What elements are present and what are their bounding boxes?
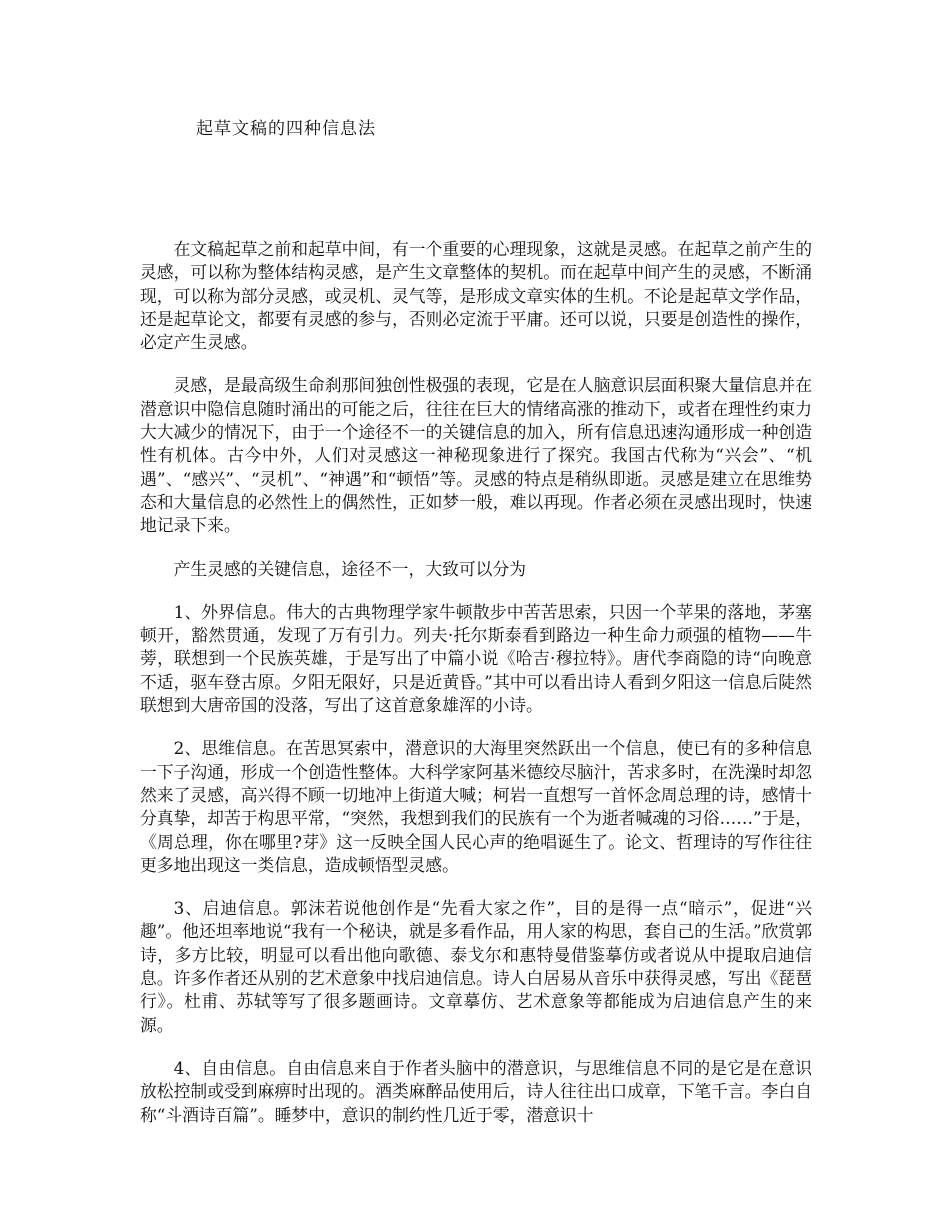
paragraph-intro: 在文稿起草之前和起草中间，有一个重要的心理现象，这就是灵感。在起草之前产生的灵感，可以称为整体结构灵感，是产生文章整体的契机。而在起草中间产生的灵感，不断涌现，可以称为部分灵感，或灵机、灵气等，是形成文章实体的生机。不论是起草文学作品，还是起草论文，都要有灵感的参与，否则必定流于平庸。还可以说，只要是创造性的操作，必定产生灵感。 [140, 239, 812, 353]
paragraph-key-info: 产生灵感的关键信息，途径不一，大致可以分为 [173, 558, 527, 579]
paragraph-thinking-info: 2、思维信息。在苦思冥索中，潜意识的大海里突然跃出一个信息，使已有的多种信息一下子沟通，形成一个创造性整体。大科学家阿基米德绞尽脑汁，苦求多时，在洗澡时却忽然来了灵感，高兴得不顾一切地冲上街道大喊；柯岩一直想写一首怀念周总理的诗，感情十分真挚，却苦于构思平常，“突然，我想到我们的民族有一个为逝者喊魂的习俗……”于是，《周总理，你在哪里?芽》这一反映全国人民心声的绝唱诞生了。论文、哲理诗的写作往往更多地出现这一类信息，造成顿悟型灵感。 [140, 738, 812, 875]
document-title: 起草文稿的四种信息法 [196, 119, 376, 139]
paragraph-inspiration: 灵感，是最高级生命刹那间独创性极强的表现，它是在人脑意识层面积聚大量信息并在潜意识中隐信息随时涌出的可能之后，往往在巨大的情绪高涨的推动下，或者在理性约束力大大减少的情况下，由于一个途径不一的关键信息的加入，所有信息迅速沟通形成一种创造性有机体。古今中外，人们对灵感这一神秘现象进行了探究。我国古代称为“兴会”、“机遇”、“感兴”、“灵机”、“神遇”和“顿悟”等。灵感的特点是稍纵即逝。灵感是建立在思维势态和大量信息的必然性上的偶然性，正如梦一般，难以再现。作者必须在灵感出现时，快速地记录下来。 [140, 375, 812, 536]
document-body [140, 238, 812, 1147]
paragraph-external-info: 1、外界信息。伟大的古典物理学家牛顿散步中苦苦思索，只因一个苹果的落地，茅塞顿开，豁然贯通，发现了万有引力。列夫·托尔斯泰看到路边一种生命力顽强的植物——牛蒡，联想到一个民族英雄，于是写出了中篇小说《哈吉·穆拉特》。唐代李商隐的诗“向晚意不适，驱车登古原。夕阳无限好，只是近黄昏。”其中可以看出诗人看到夕阳这一信息后陡然联想到大唐帝国的没落，写出了这首意象雄浑的小诗。 [140, 601, 812, 716]
paragraph-free-info: 4、自由信息。自由信息来自于作者头脑中的潜意识，与思维信息不同的是它是在意识放松控制或受到麻痹时出现的。酒类麻醉品使用后，诗人往往出口成章，下笔千言。李白自称“斗酒诗百篇”。睡梦中，意识的制约性几近于零，潜意识十 [140, 1057, 812, 1125]
paragraph-inspiring-info: 3、启迪信息。郭沫若说他创作是“先看大家之作”，目的是得一点“暗示”，促进“兴趣”。他还坦率地说“我有一个秘诀，就是多看作品，用人家的构思，套自己的生活。”欣赏郭诗，多方比较，明显可以看出他向歌德、泰戈尔和惠特曼借鉴摹仿或者说从中提取启迪信息。许多作者还从别的艺术意象中找启迪信息。诗人白居易从音乐中获得灵感，写出《琵琶行》。杜甫、苏轼等写了很多题画诗。文章摹仿、艺术意象等都能成为启迪信息产生的来源。 [140, 898, 812, 1035]
